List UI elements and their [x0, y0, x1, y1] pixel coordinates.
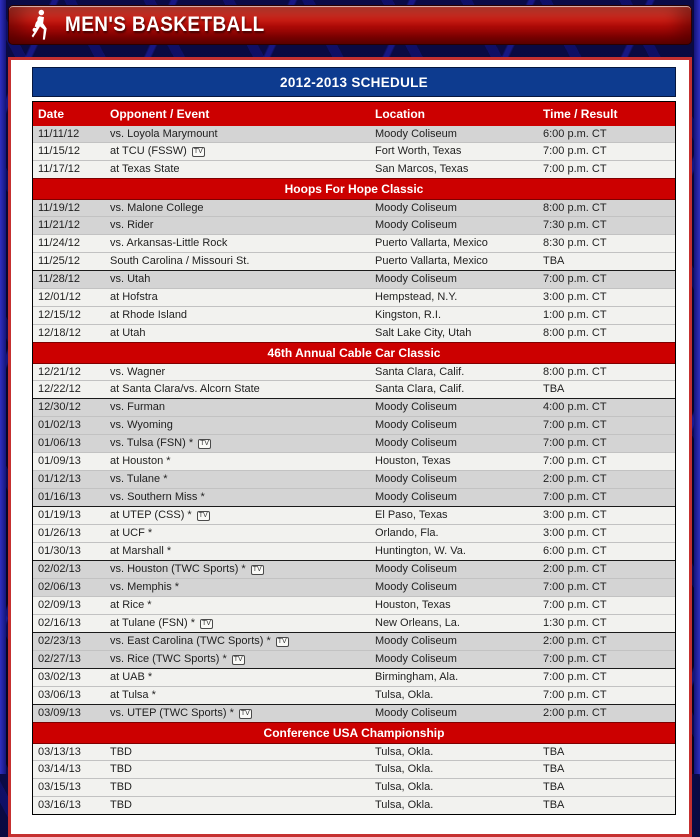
tv-icon: TV — [276, 637, 289, 647]
time-cell: 8:00 p.m. CT — [543, 366, 607, 378]
schedule-row — [33, 470, 675, 488]
time-cell: 3:00 p.m. CT — [543, 291, 607, 303]
time-cell: 2:00 p.m. CT — [543, 563, 607, 575]
schedule-row — [33, 560, 675, 578]
opponent-cell: TBD — [110, 799, 132, 811]
date-cell: 02/23/13 — [38, 635, 81, 647]
date-cell: 02/27/13 — [38, 653, 81, 665]
column-header-time: Time / Result — [543, 107, 618, 121]
time-cell: 6:00 p.m. CT — [543, 128, 607, 140]
date-cell: 01/30/13 — [38, 545, 81, 557]
date-cell: 12/30/12 — [38, 401, 81, 413]
date-cell: 02/09/13 — [38, 599, 81, 611]
schedule-row — [33, 434, 675, 452]
content-panel — [8, 57, 692, 837]
schedule-row — [33, 270, 675, 288]
schedule-row — [33, 160, 675, 178]
opponent-cell: TBD — [110, 781, 132, 793]
time-cell: 7:00 p.m. CT — [543, 581, 607, 593]
time-cell: TBA — [543, 781, 565, 793]
opponent-cell: vs. Rice (TWC Sports) * TV — [105, 651, 370, 667]
location-cell: Huntington, W. Va. — [375, 545, 466, 557]
schedule-row — [33, 126, 675, 142]
opponent-cell: TBD — [110, 746, 132, 758]
date-cell: 03/16/13 — [38, 799, 81, 811]
date-cell: 02/02/13 — [38, 563, 81, 575]
opponent-cell: vs. East Carolina (TWC Sports) * TV — [105, 633, 370, 649]
tv-icon: TV — [197, 511, 210, 521]
schedule-row — [33, 506, 675, 524]
opponent-cell: at Marshall * — [110, 545, 172, 557]
location-cell: Tulsa, Okla. — [375, 799, 434, 811]
date-cell: 01/02/13 — [38, 419, 81, 431]
date-cell: 11/17/12 — [38, 163, 81, 175]
location-cell: Kingston, R.I. — [375, 309, 442, 321]
time-cell: 2:00 p.m. CT — [543, 707, 607, 719]
schedule-row — [33, 744, 675, 760]
schedule-row — [33, 288, 675, 306]
opponent-cell: at UTEP (CSS) * TV — [105, 507, 370, 523]
date-cell: 12/01/12 — [38, 291, 81, 303]
time-cell: 7:00 p.m. CT — [543, 163, 607, 175]
basketball-player-icon — [27, 9, 53, 41]
time-cell: 2:00 p.m. CT — [543, 473, 607, 485]
location-cell: Moody Coliseum — [375, 473, 457, 485]
time-cell: 1:30 p.m. CT — [543, 617, 607, 629]
opponent-cell: TBD — [110, 763, 132, 775]
location-cell: Moody Coliseum — [375, 419, 457, 431]
date-cell: 12/22/12 — [38, 383, 81, 395]
opponent-cell: vs. Houston (TWC Sports) * TV — [105, 561, 370, 577]
time-cell: 1:00 p.m. CT — [543, 309, 607, 321]
page-title: MEN'S BASKETBALL — [65, 13, 265, 36]
schedule-row — [33, 704, 675, 722]
opponent-cell: at Utah — [110, 327, 146, 339]
time-cell: 3:00 p.m. CT — [543, 527, 607, 539]
opponent-cell: at Texas State — [110, 163, 180, 175]
time-cell: TBA — [543, 383, 565, 395]
schedule-row — [33, 578, 675, 596]
schedule-row — [33, 216, 675, 234]
column-header-location: Location — [375, 107, 425, 121]
opponent-cell: vs. Memphis * — [110, 581, 180, 593]
time-cell: 7:00 p.m. CT — [543, 273, 607, 285]
tv-icon: TV — [192, 147, 205, 157]
location-cell: Tulsa, Okla. — [375, 781, 434, 793]
column-header-row — [33, 102, 675, 126]
date-cell: 11/21/12 — [38, 219, 81, 231]
date-cell: 11/11/12 — [38, 128, 80, 140]
location-cell: Santa Clara, Calif. — [375, 366, 465, 378]
schedule-row — [33, 524, 675, 542]
column-header-opponent: Opponent / Event — [110, 107, 210, 121]
location-cell: Moody Coliseum — [375, 491, 457, 503]
time-cell: 4:00 p.m. CT — [543, 401, 607, 413]
time-cell: 7:30 p.m. CT — [543, 219, 607, 231]
tv-icon: TV — [239, 709, 252, 719]
location-cell: Moody Coliseum — [375, 401, 457, 413]
masthead-banner — [8, 5, 692, 45]
schedule-table — [32, 101, 676, 815]
location-cell: Moody Coliseum — [375, 563, 457, 575]
opponent-cell: at Tulsa * — [110, 689, 156, 701]
time-cell: TBA — [543, 763, 565, 775]
time-cell: 8:00 p.m. CT — [543, 327, 607, 339]
right-border-accent — [694, 0, 700, 774]
location-cell: Tulsa, Okla. — [375, 746, 434, 758]
location-cell: Moody Coliseum — [375, 653, 457, 665]
time-cell: TBA — [543, 255, 565, 267]
schedule-row — [33, 596, 675, 614]
date-cell: 02/16/13 — [38, 617, 81, 629]
opponent-cell: at TCU (FSSW) TV — [105, 143, 370, 159]
location-cell: Puerto Vallarta, Mexico — [375, 255, 488, 267]
time-cell: 8:30 p.m. CT — [543, 237, 607, 249]
opponent-cell: vs. Rider — [110, 219, 154, 231]
time-cell: 8:00 p.m. CT — [543, 202, 607, 214]
opponent-cell: vs. UTEP (TWC Sports) * TV — [105, 705, 370, 721]
opponent-cell: at Santa Clara/vs. Alcorn State — [110, 383, 260, 395]
opponent-cell: vs. Arkansas-Little Rock — [110, 237, 228, 249]
date-cell: 03/14/13 — [38, 763, 81, 775]
time-cell: TBA — [543, 799, 565, 811]
left-border-accent — [0, 0, 6, 774]
schedule-row — [33, 252, 675, 270]
schedule-row — [33, 796, 675, 814]
location-cell: Puerto Vallarta, Mexico — [375, 237, 488, 249]
location-cell: New Orleans, La. — [375, 617, 460, 629]
location-cell: Moody Coliseum — [375, 437, 457, 449]
time-cell: 7:00 p.m. CT — [543, 419, 607, 431]
schedule-row — [33, 614, 675, 632]
location-cell: Moody Coliseum — [375, 219, 457, 231]
location-cell: Fort Worth, Texas — [375, 145, 462, 157]
section-header: Hoops For Hope Classic — [33, 178, 675, 200]
time-cell: 7:00 p.m. CT — [543, 671, 607, 683]
date-cell: 11/25/12 — [38, 255, 81, 267]
opponent-cell: vs. Loyola Marymount — [110, 128, 218, 140]
date-cell: 01/06/13 — [38, 437, 81, 449]
schedule-body — [33, 126, 675, 814]
location-cell: Santa Clara, Calif. — [375, 383, 465, 395]
section-header: 46th Annual Cable Car Classic — [33, 342, 675, 364]
time-cell: 3:00 p.m. CT — [543, 509, 607, 521]
time-cell: 7:00 p.m. CT — [543, 145, 607, 157]
date-cell: 03/09/13 — [38, 707, 81, 719]
tv-icon: TV — [232, 655, 245, 665]
opponent-cell: South Carolina / Missouri St. — [110, 255, 250, 267]
opponent-cell: at Tulane (FSN) * TV — [105, 615, 370, 631]
location-cell: Houston, Texas — [375, 455, 451, 467]
time-cell: 7:00 p.m. CT — [543, 689, 607, 701]
location-cell: Moody Coliseum — [375, 202, 457, 214]
location-cell: Moody Coliseum — [375, 635, 457, 647]
schedule-row — [33, 380, 675, 398]
opponent-cell: at Rhode Island — [110, 309, 188, 321]
opponent-cell: at Rice * — [110, 599, 152, 611]
time-cell: TBA — [543, 746, 565, 758]
opponent-cell: at Hofstra — [110, 291, 158, 303]
location-cell: Orlando, Fla. — [375, 527, 439, 539]
location-cell: Moody Coliseum — [375, 581, 457, 593]
section-header: Conference USA Championship — [33, 722, 675, 744]
opponent-cell: vs. Wagner — [110, 366, 166, 378]
location-cell: San Marcos, Texas — [375, 163, 469, 175]
schedule-row — [33, 324, 675, 342]
time-cell: 7:00 p.m. CT — [543, 455, 607, 467]
schedule-row — [33, 542, 675, 560]
opponent-cell: vs. Tulsa (FSN) * TV — [105, 435, 370, 451]
location-cell: Tulsa, Okla. — [375, 763, 434, 775]
schedule-row — [33, 760, 675, 778]
date-cell: 02/06/13 — [38, 581, 81, 593]
opponent-cell: vs. Malone College — [110, 202, 204, 214]
time-cell: 2:00 p.m. CT — [543, 635, 607, 647]
time-cell: 6:00 p.m. CT — [543, 545, 607, 557]
location-cell: Hempstead, N.Y. — [375, 291, 458, 303]
date-cell: 01/19/13 — [38, 509, 81, 521]
time-cell: 7:00 p.m. CT — [543, 653, 607, 665]
date-cell: 11/28/12 — [38, 273, 81, 285]
tv-icon: TV — [200, 619, 213, 629]
schedule-row — [33, 488, 675, 506]
date-cell: 01/26/13 — [38, 527, 81, 539]
time-cell: 7:00 p.m. CT — [543, 491, 607, 503]
date-cell: 12/15/12 — [38, 309, 81, 321]
location-cell: Houston, Texas — [375, 599, 451, 611]
date-cell: 03/06/13 — [38, 689, 81, 701]
location-cell: Moody Coliseum — [375, 707, 457, 719]
schedule-row — [33, 686, 675, 704]
schedule-row — [33, 650, 675, 668]
opponent-cell: at UCF * — [110, 527, 153, 539]
location-cell: Birmingham, Ala. — [375, 671, 459, 683]
date-cell: 12/18/12 — [38, 327, 81, 339]
date-cell: 11/19/12 — [38, 202, 81, 214]
time-cell: 7:00 p.m. CT — [543, 599, 607, 611]
opponent-cell: vs. Southern Miss * — [110, 491, 205, 503]
schedule-row — [33, 142, 675, 160]
schedule-row — [33, 416, 675, 434]
date-cell: 01/12/13 — [38, 473, 81, 485]
opponent-cell: vs. Tulane * — [110, 473, 168, 485]
opponent-cell: vs. Wyoming — [110, 419, 173, 431]
location-cell: Salt Lake City, Utah — [375, 327, 472, 339]
schedule-row — [33, 364, 675, 380]
location-cell: Tulsa, Okla. — [375, 689, 434, 701]
schedule-row — [33, 668, 675, 686]
schedule-row — [33, 200, 675, 216]
tv-icon: TV — [251, 565, 264, 575]
opponent-cell: vs. Utah — [110, 273, 151, 285]
time-cell: 7:00 p.m. CT — [543, 437, 607, 449]
schedule-row — [33, 452, 675, 470]
date-cell: 01/16/13 — [38, 491, 81, 503]
schedule-row — [33, 234, 675, 252]
schedule-row — [33, 778, 675, 796]
date-cell: 12/21/12 — [38, 366, 81, 378]
opponent-cell: at UAB * — [110, 671, 153, 683]
date-cell: 03/13/13 — [38, 746, 81, 758]
opponent-cell: vs. Furman — [110, 401, 166, 413]
date-cell: 01/09/13 — [38, 455, 81, 467]
tv-icon: TV — [198, 439, 211, 449]
date-cell: 03/15/13 — [38, 781, 81, 793]
schedule-row — [33, 306, 675, 324]
date-cell: 11/24/12 — [38, 237, 81, 249]
location-cell: Moody Coliseum — [375, 273, 457, 285]
schedule-row — [33, 398, 675, 416]
column-header-date: Date — [38, 107, 65, 121]
location-cell: Moody Coliseum — [375, 128, 457, 140]
date-cell: 03/02/13 — [38, 671, 81, 683]
schedule-title-bar: 2012-2013 SCHEDULE — [32, 67, 676, 97]
schedule-row — [33, 632, 675, 650]
opponent-cell: at Houston * — [110, 455, 171, 467]
date-cell: 11/15/12 — [38, 145, 81, 157]
location-cell: El Paso, Texas — [375, 509, 448, 521]
